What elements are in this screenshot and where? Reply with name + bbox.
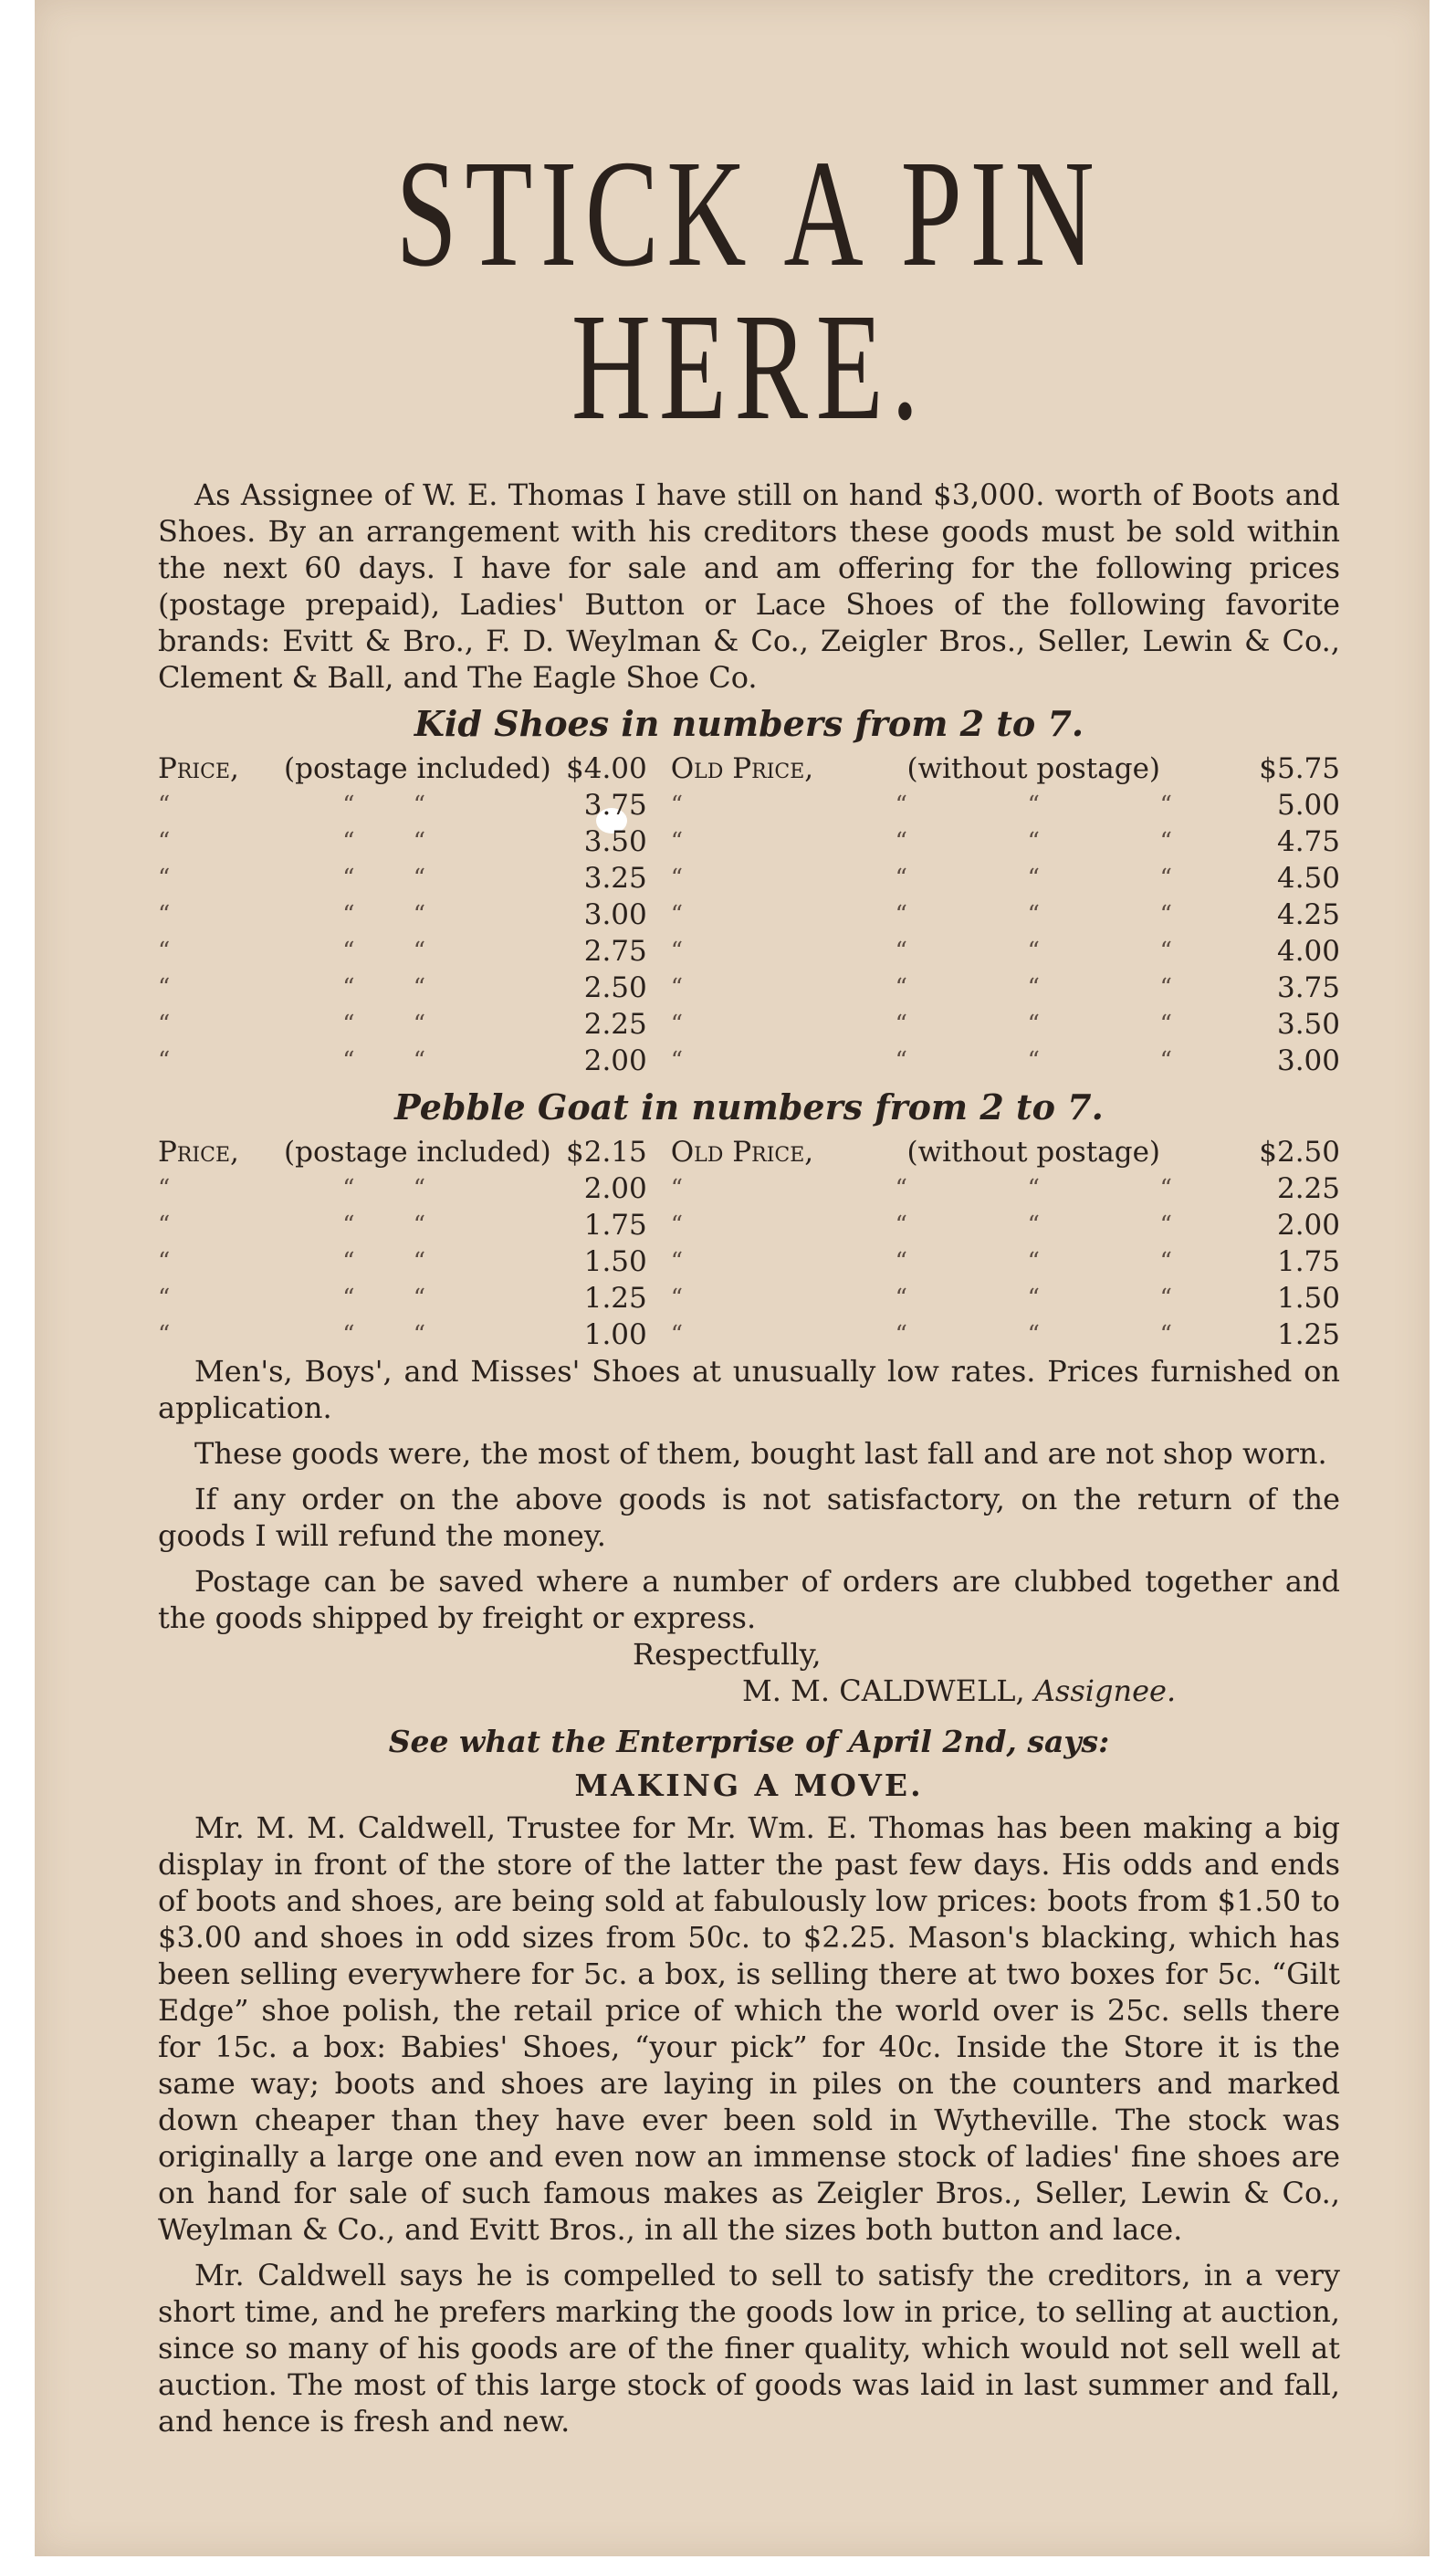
- price-row: [158, 860, 1340, 897]
- kid-shoes-price-table: [158, 750, 1340, 1079]
- ditto-mark: “: [1027, 974, 1040, 1002]
- ditto-mark: “: [1159, 865, 1172, 892]
- ditto-mark: “: [413, 1321, 426, 1348]
- postage-included-label: (postage included): [284, 752, 551, 785]
- old-price: 3.00: [1276, 1044, 1340, 1077]
- current-price: $4.00: [566, 752, 647, 785]
- price-label: Price,: [158, 1136, 239, 1169]
- old-price: 2.00: [1276, 1209, 1340, 1242]
- ditto-mark: “: [342, 901, 355, 928]
- ditto-mark: “: [342, 865, 355, 892]
- ditto-mark: “: [895, 1285, 907, 1312]
- price-row: [158, 1043, 1340, 1079]
- ditto-mark: “: [1027, 1248, 1040, 1275]
- ditto-mark: “: [413, 901, 426, 928]
- ditto-mark: “: [1027, 1212, 1040, 1239]
- price-row: [158, 897, 1340, 933]
- old-price-label: Old Price,: [670, 752, 814, 785]
- ditto-mark: “: [342, 792, 355, 819]
- ditto-mark: “: [1159, 1248, 1172, 1275]
- ditto-mark: “: [342, 1248, 355, 1275]
- ditto-mark: “: [895, 865, 907, 892]
- ditto-mark: “: [342, 1011, 355, 1038]
- ditto-mark: “: [670, 901, 684, 928]
- ditto-mark: “: [1159, 828, 1172, 855]
- current-price: 2.25: [583, 1008, 647, 1041]
- ditto-mark: “: [1159, 1212, 1172, 1239]
- handbill-paper: [35, 0, 1430, 2556]
- ditto-mark: “: [670, 1212, 684, 1239]
- ditto-mark: “: [1159, 1321, 1172, 1348]
- ditto-mark: “: [670, 974, 684, 1002]
- ditto-mark: “: [1027, 901, 1040, 928]
- current-price: 2.00: [583, 1044, 647, 1077]
- old-price: 1.75: [1276, 1245, 1340, 1278]
- current-price: 3.75: [583, 789, 647, 822]
- ditto-mark: “: [1159, 1175, 1172, 1202]
- ditto-mark: “: [1027, 828, 1040, 855]
- intro-paragraph: As Assignee of W. E. Thomas I have still on hand $3,000. worth of Boots and Shoes. By an arrangement with his creditors these goods must be sold within the next 60 days. I have for sale and am offering for the following prices (postage prepaid), Ladies' Button or Lace Shoes of the following favorite brands: Evitt & Bro., F. D. Weylman & Co., Zeigler Bros., Seller, Lewin & Co., Clement & Ball, and The Eagle Shoe Co.: [158, 477, 1340, 695]
- enterprise-heading: See what the Enterprise of April 2nd, says:: [388, 1724, 1110, 1759]
- ditto-mark: “: [413, 1285, 426, 1312]
- signoff-name: M. M. CALDWELL,: [742, 1673, 1025, 1708]
- ditto-mark: “: [670, 828, 684, 855]
- ditto-mark: “: [342, 1212, 355, 1239]
- price-row: [158, 1170, 1340, 1207]
- ditto-mark: “: [413, 974, 426, 1002]
- ditto-mark: “: [158, 1011, 171, 1038]
- ditto-mark: “: [413, 865, 426, 892]
- price-row: [158, 1134, 1340, 1170]
- article-paragraph: Mr. Caldwell says he is compelled to sell to satisfy the creditors, in a very short time, and he prefers marking the goods low in price, to selling at auction, since so many of his goods are of the finer quality, which would not sell well at auction. The most of this large stock of goods was laid in last summer and fall, and hence is fresh and new.: [158, 2258, 1340, 2439]
- old-price: 4.25: [1276, 898, 1340, 931]
- headline: STICK A PIN HERE.: [395, 129, 1103, 452]
- ditto-mark: “: [158, 901, 171, 928]
- ditto-mark: “: [158, 1248, 171, 1275]
- ditto-mark: “: [1159, 1285, 1172, 1312]
- ditto-mark: “: [158, 1285, 171, 1312]
- current-price: 3.25: [583, 862, 647, 895]
- ditto-mark: “: [670, 1285, 684, 1312]
- ditto-mark: “: [895, 1011, 907, 1038]
- price-row: [158, 933, 1340, 970]
- without-postage-label: (without postage): [906, 1136, 1161, 1169]
- paragraph-refund: If any order on the above goods is not satisfactory, on the return of the goods I will refund the money.: [158, 1482, 1340, 1553]
- price-label: Price,: [158, 752, 239, 785]
- ditto-mark: “: [1159, 792, 1172, 819]
- postage-included-label: (postage included): [284, 1136, 551, 1169]
- ditto-mark: “: [1159, 974, 1172, 1002]
- old-price: 1.50: [1276, 1282, 1340, 1315]
- ditto-mark: “: [342, 1285, 355, 1312]
- article-paragraph: Mr. M. M. Caldwell, Trustee for Mr. Wm. E. Thomas has been making a big display in front of the store of the latter the past few days. His odds and ends of boots and shoes, are being sold at fabulously low prices: boots from $1.50 to $3.00 and shoes in odd sizes from 50c. to $2.25. Mason's blacking, which has been selling everywhere for 5c. a box, is selling there at two boxes for 5c. “Gilt Edge” shoe polish, the retail price of which the world over is 25c. sells there for 15c. a box: Babies' Shoes, “your pick” for 40c. Inside the Store it is the same way; boots and shoes are laying in piles on the counters and marked down cheaper than they have ever been sold in Wytheville. The stock was originally a large one and even now an immense stock of ladies' fine shoes are on hand for sale of such famous makes as Zeigler Bros., Seller, Lewin & Co., Weylman & Co., and Evitt Bros., in all the sizes both button and lace.: [158, 1810, 1340, 2247]
- ditto-mark: “: [342, 828, 355, 855]
- ditto-mark: “: [1027, 1011, 1040, 1038]
- old-price: 4.00: [1276, 935, 1340, 968]
- ditto-mark: “: [1159, 901, 1172, 928]
- pebble-goat-title: Pebble Goat in numbers from 2 to 7.: [394, 1086, 1104, 1128]
- old-price: 1.25: [1276, 1318, 1340, 1351]
- ditto-mark: “: [670, 1175, 684, 1202]
- current-price: 3.00: [583, 898, 647, 931]
- price-row: [158, 1280, 1340, 1316]
- ditto-mark: “: [1027, 1285, 1040, 1312]
- old-price: 4.75: [1276, 825, 1340, 858]
- price-row: [158, 787, 1340, 823]
- current-price: $2.15: [566, 1136, 647, 1169]
- old-price-label: Old Price,: [670, 1136, 814, 1169]
- ditto-mark: “: [413, 1212, 426, 1239]
- current-price: 2.50: [583, 971, 647, 1004]
- ditto-mark: “: [342, 938, 355, 965]
- ditto-mark: “: [342, 1321, 355, 1348]
- ditto-mark: “: [158, 865, 171, 892]
- paragraph-goods-condition: These goods were, the most of them, bought last fall and are not shop worn.: [194, 1436, 1327, 1471]
- ditto-mark: “: [670, 865, 684, 892]
- ditto-mark: “: [895, 1175, 907, 1202]
- ditto-mark: “: [1159, 938, 1172, 965]
- current-price: 2.75: [583, 935, 647, 968]
- ditto-mark: “: [1027, 792, 1040, 819]
- ditto-mark: “: [1027, 1047, 1040, 1075]
- ditto-mark: “: [1159, 1047, 1172, 1075]
- price-row: [158, 1316, 1340, 1353]
- current-price: 1.25: [583, 1282, 647, 1315]
- ditto-mark: “: [342, 974, 355, 1002]
- ditto-mark: “: [1027, 938, 1040, 965]
- ditto-mark: “: [158, 1212, 171, 1239]
- old-price: $2.50: [1259, 1136, 1340, 1169]
- ditto-mark: “: [342, 1047, 355, 1075]
- ditto-mark: “: [413, 1248, 426, 1275]
- old-price: $5.75: [1259, 752, 1340, 785]
- ditto-mark: “: [158, 1047, 171, 1075]
- ditto-mark: “: [895, 901, 907, 928]
- ditto-mark: “: [670, 938, 684, 965]
- ditto-mark: “: [895, 1212, 907, 1239]
- paragraph-other-shoes: Men's, Boys', and Misses' Shoes at unusually low rates. Prices furnished on application.: [158, 1354, 1340, 1425]
- signoff-role: Assignee.: [1033, 1673, 1177, 1708]
- ditto-mark: “: [895, 974, 907, 1002]
- without-postage-label: (without postage): [906, 752, 1161, 785]
- ditto-mark: “: [895, 938, 907, 965]
- kid-shoes-title: Kid Shoes in numbers from 2 to 7.: [414, 703, 1084, 744]
- price-row: [158, 1207, 1340, 1243]
- ditto-mark: “: [1027, 1175, 1040, 1202]
- ditto-mark: “: [413, 792, 426, 819]
- current-price: 1.50: [583, 1245, 647, 1278]
- ditto-mark: “: [158, 974, 171, 1002]
- ditto-mark: “: [413, 1175, 426, 1202]
- ditto-mark: “: [158, 828, 171, 855]
- old-price: 4.50: [1276, 862, 1340, 895]
- ditto-mark: “: [1027, 1321, 1040, 1348]
- current-price: 3.50: [583, 825, 647, 858]
- price-row: [158, 1006, 1340, 1043]
- current-price: 1.75: [583, 1209, 647, 1242]
- price-row: [158, 823, 1340, 860]
- current-price: 1.00: [583, 1318, 647, 1351]
- ditto-mark: “: [670, 1011, 684, 1038]
- ditto-mark: “: [1027, 865, 1040, 892]
- ditto-mark: “: [670, 1321, 684, 1348]
- ditto-mark: “: [670, 1248, 684, 1275]
- ditto-mark: “: [895, 1248, 907, 1275]
- signoff-closing: Respectfully,: [633, 1637, 822, 1672]
- ditto-mark: “: [895, 1321, 907, 1348]
- price-row: [158, 1243, 1340, 1280]
- ditto-mark: “: [413, 828, 426, 855]
- handbill-content: [158, 129, 1340, 2439]
- ditto-mark: “: [158, 1175, 171, 1202]
- signoff-signature: [742, 1673, 1340, 1709]
- price-row: [158, 970, 1340, 1006]
- old-price: 2.25: [1276, 1172, 1340, 1205]
- ditto-mark: “: [895, 1047, 907, 1075]
- ditto-mark: “: [670, 792, 684, 819]
- article-heading: MAKING A MOVE.: [574, 1768, 924, 1803]
- old-price: 3.75: [1276, 971, 1340, 1004]
- ditto-mark: “: [670, 1047, 684, 1075]
- ditto-mark: “: [158, 792, 171, 819]
- ditto-mark: “: [158, 1321, 171, 1348]
- ditto-mark: “: [413, 938, 426, 965]
- ditto-mark: “: [895, 828, 907, 855]
- paragraph-postage: Postage can be saved where a number of orders are clubbed together and the goods shipped by freight or express.: [158, 1564, 1340, 1635]
- old-price: 3.50: [1276, 1008, 1340, 1041]
- ditto-mark: “: [342, 1175, 355, 1202]
- ditto-mark: “: [413, 1047, 426, 1075]
- pebble-goat-price-table: [158, 1134, 1340, 1353]
- current-price: 2.00: [583, 1172, 647, 1205]
- old-price: 5.00: [1276, 789, 1340, 822]
- ditto-mark: “: [895, 792, 907, 819]
- ditto-mark: “: [413, 1011, 426, 1038]
- price-row: [158, 750, 1340, 787]
- ditto-mark: “: [1159, 1011, 1172, 1038]
- ditto-mark: “: [158, 938, 171, 965]
